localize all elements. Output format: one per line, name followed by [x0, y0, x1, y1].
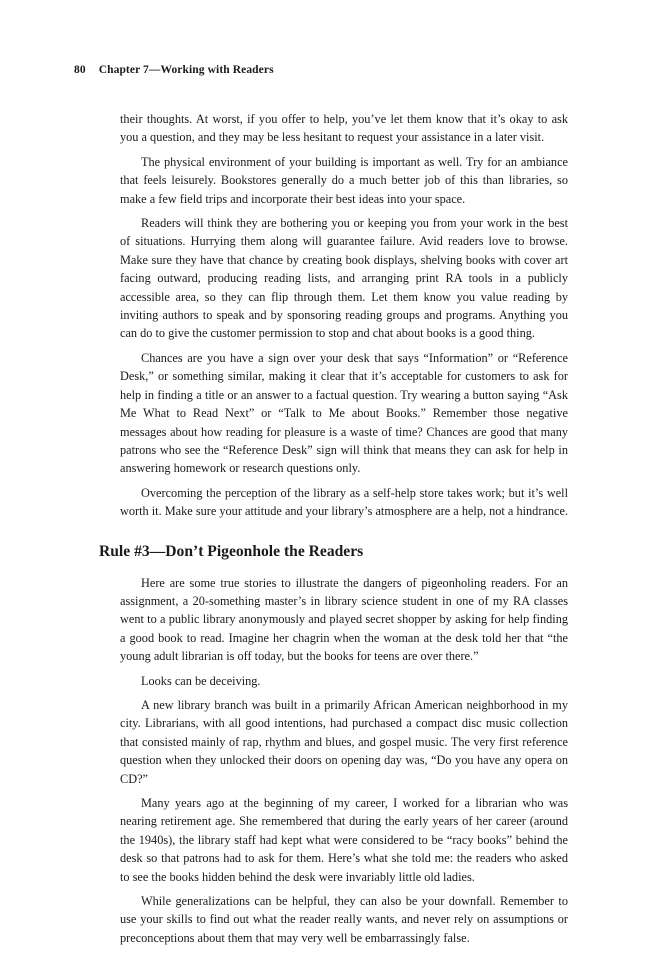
paragraph: Overcoming the perception of the library as a self-help store takes work; but it’s well worth it. Make sure your attitude and your library’s atmosphere are a help, not a hindrance.	[120, 485, 569, 519]
section-heading: Rule #3—Don’t Pigeonhole the Readers	[99, 542, 364, 560]
paragraph: Readers will think they are bothering you or keeping you from your work in the best of situations. Hurrying them along will guarantee failure. Avid readers love to browse. Make sure they have that chance by creating book displays, shelving books with cover art facing outward, producing reading lists, and arranging print RA tools in a publicly accessible area, so they can flip through them. Let them know you value reading by inviting authors to speak and by sponsoring reading groups and programs. Anything you can do to give the customer permission to stop and chat about books is a good thing.	[120, 216, 568, 341]
body-text	[99, 110, 569, 953]
paragraph: Looks can be deceiving.	[141, 673, 261, 688]
page-number: 80	[74, 64, 86, 76]
chapter-title: Chapter 7—Working with Readers	[98, 64, 274, 76]
paragraph: Many years ago at the beginning of my career, I worked for a librarian who was nearing retirement age. She remembered that during the early years of her career (around the 1940s), the library staff had kept what were considered to be “racy books” behind the desk so that patrons had to ask for them. Here’s what she told me: the readers who asked to see the books hidden behind the desk were invariably little old ladies.	[120, 796, 568, 884]
running-header	[74, 64, 274, 76]
paragraph: The physical environment of your building is important as well. Try for an ambiance that feels leisurely. Bookstores generally do a much better job of this than libraries, so make a few field trips and incorporate their best ideas into your space.	[120, 154, 568, 206]
paragraph: their thoughts. At worst, if you offer to help, you’ve let them know that it’s okay to ask you a question, and they may be less hesitant to request your assistance in a later visit.	[120, 112, 568, 145]
paragraph: While generalizations can be helpful, they can also be your downfall. Remember to use your skills to find out what the reader really wants, and never rely on assumptions or preconceptions about them that may very well be embarrassingly false.	[120, 894, 568, 945]
paragraph: A new library branch was built in a primarily African American neighborhood in my city. Librarians, with all good intentions, had purchased a compact disc music collection that consisted mainly of rap, rhythm and blues, and gospel music. The very first reference question when they unlocked their doors on opening day was, “Do you have any opera on CD?”	[120, 697, 568, 786]
paragraph: Chances are you have a sign over your desk that says “Information” or “Reference Desk,” or something similar, making it clear that it’s acceptable for customers to ask for help in finding a title or an answer to a factual question. Try wearing a button saying “Ask Me What to Read Next” or “Talk to Me about Books.” Remember those negative messages about how reading for pleasure is a waste of time? Chances are good that many patrons who see the “Reference Desk” sign will think that means they can ask for help in answering homework or research questions only.	[120, 350, 568, 476]
paragraph: Here are some true stories to illustrate the dangers of pigeonholing readers. For an assignment, a 20-something master’s in library science student in one of my RA classes went to a public library anonymously and played secret shopper by asking for help finding a good book to read. Imagine her chagrin when the woman at the desk told her that “the young adult librarian is off today, but the books for teens are over there.”	[120, 575, 568, 664]
